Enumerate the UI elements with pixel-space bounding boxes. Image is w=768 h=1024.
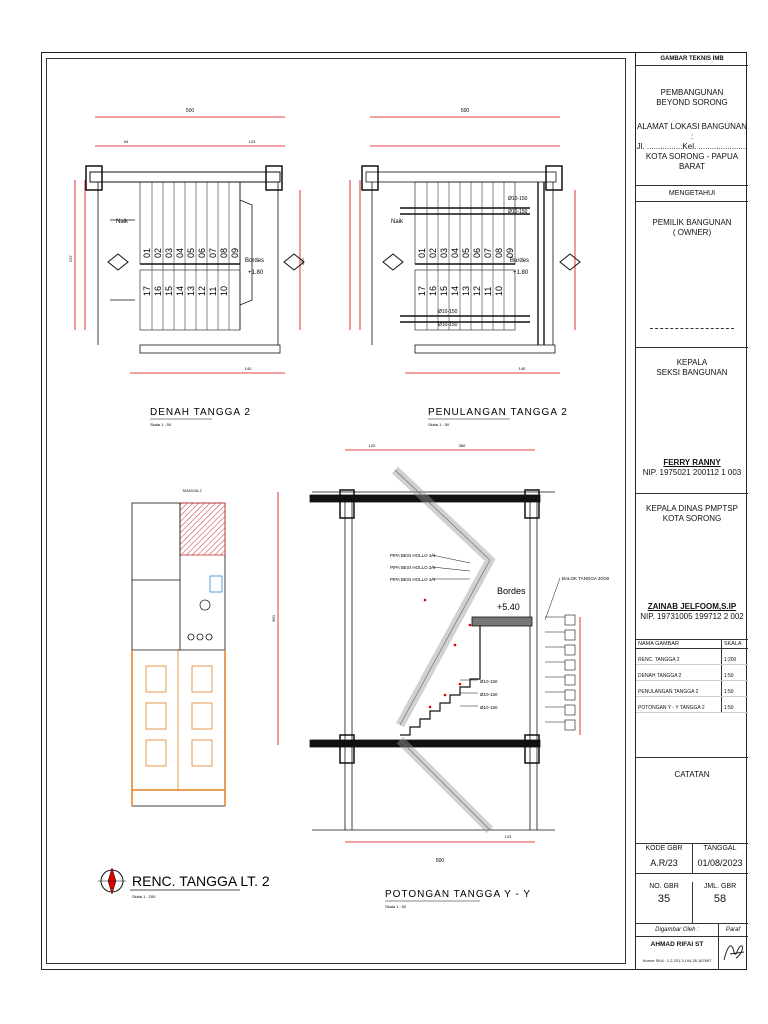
jml-gbr-label: JML. GBR [703,883,737,890]
denah-step-numbers-top [142,248,240,258]
no-gbr-value: 35 [657,893,671,905]
potongan-bordes-level: +5.40 [497,602,520,612]
table-row: PENULANGAN TANGGA 2 1:50 [636,681,748,697]
penulangan-step-number: 03 [439,247,449,258]
denah-dim-94: 94 [123,139,129,144]
potongan-dim-360: 360 [271,615,276,622]
denah-step-number: 11 [208,286,218,296]
project-line2: BEYOND SORONG [656,98,728,107]
pipa-label-3: PIPA BESI HOLLO 4/4 [390,577,436,582]
denah-step-number: 07 [208,247,218,258]
denah-step-number: 02 [153,247,163,258]
pipa-label-2: PIPA BESI HOLLO 2/4 [390,565,436,570]
potongan-rebar-1: Ø10-150 [480,679,498,684]
penulangan-step-number: 16 [428,285,438,296]
mengetahui-text: MENGETAHUI [668,190,716,197]
penulangan-step-number: 01 [417,247,427,258]
penulangan-step-number: 09 [505,247,515,258]
denah-bordes-label: Bordes [245,258,265,264]
no-gbr-label: NO. GBR [649,883,679,890]
denah-step-number: 17 [142,285,152,296]
drawn-by-label: Digambar Oleh : [655,927,699,933]
denah-plan [75,117,304,373]
address-label: ALAMAT LOKASI BANGUNAN : [637,122,747,141]
penulangan-plan [350,117,580,373]
denah-step-number: 08 [219,247,229,258]
kode-value: A.R/23 [650,858,678,868]
denah-step-number: 13 [186,285,196,296]
table-row: RENC. TANGGA 2 1:200 [636,649,748,665]
penulangan-dim-500: 500 [460,108,470,114]
tanggal-value: 01/08/2023 [697,858,743,868]
tb-header-text: GAMBAR TEKNIS IMB [660,56,724,62]
penulangan-step-number: 04 [450,247,460,258]
col-name-header: NAMA GAMBAR [636,640,721,649]
potongan-dim-380: 380 [458,443,466,448]
notes-label: CATATAN [674,770,710,779]
denah-dim-500: 500 [185,108,195,114]
penulangan-rebar-2: Ø10-150 [508,209,528,215]
paraf-label: Paraf [725,927,741,933]
denah-step-number: 16 [153,285,163,296]
denah-step-number: 01 [142,247,152,258]
ska-number: Nomor SKA : 1.2.201.3.194.26.167697 [642,958,712,963]
denah-scale: Skala 1 : 50 [150,422,172,427]
jml-gbr-value: 58 [713,893,727,905]
penulangan-step-number: 07 [483,247,493,258]
renc-scale: Skala 1 : 200 [132,894,156,899]
potongan-dim-120: 120 [368,443,376,448]
penulangan-step-number: 02 [428,247,438,258]
denah-dim-123: 123 [248,139,256,144]
denah-title: DENAH TANGGA 2 [150,407,251,418]
renc-tangga-tag: TANGGA 2 [182,488,202,493]
renc-floor-plan [132,503,225,806]
denah-dim-140: 140 [244,366,252,371]
penulangan-title: PENULANGAN TANGGA 2 [428,407,568,418]
potongan-section [278,450,580,842]
head-title2: SEKSI BANGUNAN [656,368,728,377]
city-line: KOTA SORONG - PAPUA BARAT [645,152,739,171]
kode-label: KODE GBR [645,845,683,852]
denah-step-number: 15 [164,285,174,296]
col-scale-header: SKALA [721,640,748,649]
dinas-title2: KOTA SORONG [662,514,722,523]
renc-title: RENC. TANGGA LT. 2 [132,873,270,889]
potongan-scale: Skala 1 : 50 [385,904,407,909]
project-line1: PEMBANGUNAN [660,88,724,97]
penulangan-rebar-4: Ø10-150 [438,322,458,328]
penulangan-step-number: 08 [494,247,504,258]
denah-step-number: 09 [230,247,240,258]
denah-step-number: 12 [197,285,207,296]
denah-step-number: 04 [175,247,185,258]
penulangan-step-number: 05 [461,247,471,258]
potongan-bordes-label: Bordes [497,586,526,596]
denah-step-numbers-bottom [142,286,229,296]
dinas-title1: KEPALA DINAS PMPTSP [646,504,738,513]
penulangan-step-number: 17 [417,285,427,296]
penulangan-rebar-1: Ø10-150 [508,196,528,202]
north-arrow-icon [98,868,126,894]
potongan-rebar-2: Ø10-150 [480,692,498,697]
denah-step-number: 03 [164,247,174,258]
penulangan-step-number: 10 [494,285,504,296]
tanggal-label: TANGGAL [703,845,737,852]
table-row: POTONGAN Y - Y TANGGA 2 1:50 [636,697,748,713]
penulangan-step-number: 11 [483,286,493,296]
drafter-name: AHMAD RIFAI ST [650,941,704,948]
penulangan-step-number: 12 [472,285,482,296]
penulangan-scale: Skala 1 : 50 [428,422,450,427]
head-title1: KEPALA [676,358,708,367]
penulangan-step-number: 13 [461,285,471,296]
dinas-name: ZAINAB JELFOOM,S.IP [647,602,737,611]
table-row: DENAH TANGGA 2 1:50 [636,665,748,681]
penulangan-step-number: 06 [472,247,482,258]
potongan-dim-500: 500 [435,858,445,864]
denah-bordes-level: +1.80 [248,270,264,276]
penulangan-step-numbers-top [417,248,515,258]
head-nip: NIP. 1975021 200112 1 003 [642,468,742,477]
denah-step-number: 10 [219,285,229,296]
penulangan-step-numbers-bottom [417,286,504,296]
penulangan-bordes-label: Bordes [510,258,530,264]
potongan-title: POTONGAN TANGGA Y - Y [385,889,532,900]
penulangan-naik-label: Naik [391,219,404,225]
penulangan-dim-140: 140 [518,366,526,371]
penulangan-rebar-3: Ø10-150 [438,309,458,315]
potongan-dim-123: 123 [504,834,512,839]
denah-step-number: 14 [175,285,185,296]
head-name: FERRY RANNY [663,458,721,467]
owner-line2: ( OWNER) [672,228,712,237]
potongan-rebar-3: Ø10-150 [480,705,498,710]
penulangan-step-number: 14 [450,285,460,296]
penulangan-bordes-level: +1.80 [513,270,529,276]
pipa-label-1: PIPA BESI HOLLO 4/4 [390,553,436,558]
denah-dim-237: 237 [68,255,73,262]
address-line: Jl. ................Kel. ...................... [636,142,748,151]
denah-step-number: 05 [186,247,196,258]
balok-label: BALOK TANGGA 20/30 [562,576,610,581]
penulangan-step-number: 15 [439,285,449,296]
denah-naik-label: Naik [116,219,129,225]
owner-line1: PEMILIK BANGUNAN [652,218,732,227]
denah-dim-250: 250 [300,258,305,265]
dinas-nip: NIP. 19731005 199712 2 002 [640,612,744,621]
denah-step-number: 06 [197,247,207,258]
